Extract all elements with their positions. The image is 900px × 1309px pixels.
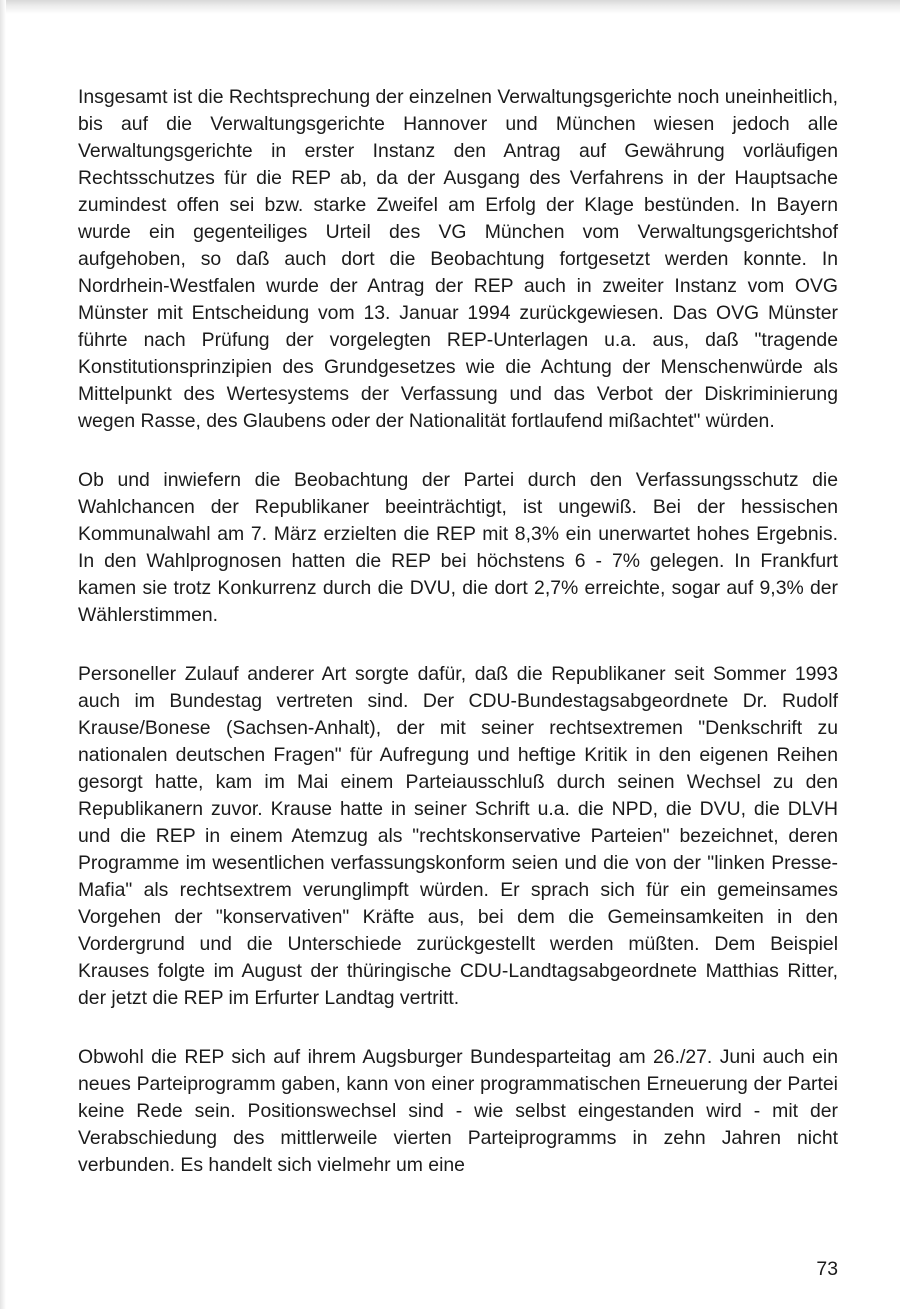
paragraph-personnel-inflow: Personeller Zulauf anderer Art sorgte dafür, daß die Republikaner seit Sommer 1993 auch im Bundestag vertreten sind. Der CDU-Bundestagsabgeordnete Dr. Rudolf Krause/Bonese (Sachsen-Anhalt), der mit seiner rechtsextremen "Denkschrift zu nationalen deutschen Fragen" für Aufregung und heftige Kritik in den eigenen Reihen gesorgt hatte, kam im Mai einem Parteiausschluß durch seinen Wechsel zu den Republikanern zuvor. Krause hatte in seiner Schrift u.a. die NPD, die DVU, die DLVH und die REP in einem Atemzug als "rechtskonservative Parteien" bezeichnet, deren Programme im wesentlichen verfassungskonform seien und die von der "linken Presse-Mafia" als rechtsextrem verunglimpft würden. Er sprach sich für ein gemeinsames Vorgehen der "konservativen" Kräfte aus, bei dem die Gemeinsamkeiten in den Vordergrund und die Unterschiede zurückgestellt werden müßten. Dem Beispiel Krauses folgte im August der thüringische CDU-Landtagsabgeordnete Matthias Ritter, der jetzt die REP im Erfurter Landtag vertritt. <box>78 663 838 1009</box>
scan-edge-left <box>0 0 6 1309</box>
paragraph-court-rulings: Insgesamt ist die Rechtsprechung der einzelnen Verwaltungsgerichte noch uneinheitlich, bis auf die Verwaltungsgerichte Hannover und München wiesen jedoch alle Verwaltungsgerichte in erster Instanz den Antrag auf Gewährung vorläufigen Rechtsschutzes für die REP ab, da der Ausgang des Verfahrens in der Hauptsache zumindest offen sei bzw. starke Zweifel am Erfolg der Klage bestünden. In Bayern wurde ein gegenteiliges Urteil des VG München vom Verwaltungsgerichtshof aufgehoben, so daß auch dort die Beobachtung fortgesetzt werden konnte. In Nordrhein-Westfalen wurde der Antrag der REP auch in zweiter Instanz vom OVG Münster mit Entscheidung vom 13. Januar 1994 zurückgewiesen. Das OVG Münster führte nach Prüfung der vorgelegten REP-Unterlagen u.a. aus, daß "tragende Konstitutionsprinzipien des Grundgesetzes wie die Achtung der Menschenwürde als Mittelpunkt des Wertesystems der Verfassung und das Verbot der Diskriminierung wegen Rasse, des Glaubens oder der Nationalität fortlaufend mißachtet" würden. <box>78 86 838 432</box>
paragraph-party-program: Obwohl die REP sich auf ihrem Augsburger Bundesparteitag am 26./27. Juni auch ein neues Parteiprogramm gaben, kann von einer programmatischen Erneuerung der Partei keine Rede sein. Positionswechsel sind - wie selbst eingestanden wird - mit der Verabschiedung des mittlerweile vierten Parteiprogramms in zehn Jahren nicht verbunden. Es handelt sich vielmehr um eine <box>78 1046 838 1176</box>
paragraph-election-chances: Ob und inwiefern die Beobachtung der Partei durch den Verfassungsschutz die Wahlchancen der Republikaner beeinträchtigt, ist ungewiß. Bei der hessischen Kommunalwahl am 7. März erzielten die REP mit 8,3% ein unerwartet hohes Ergebnis. In den Wahlprognosen hatten die REP bei höchstens 6 - 7% gelegen. In Frankfurt kamen sie trotz Konkurrenz durch die DVU, die dort 2,7% erreichte, sogar auf 9,3% der Wählerstimmen. <box>78 469 838 626</box>
page-number: 73 <box>816 1258 838 1280</box>
scan-edge-top <box>0 0 900 14</box>
body-text <box>78 84 838 1211</box>
